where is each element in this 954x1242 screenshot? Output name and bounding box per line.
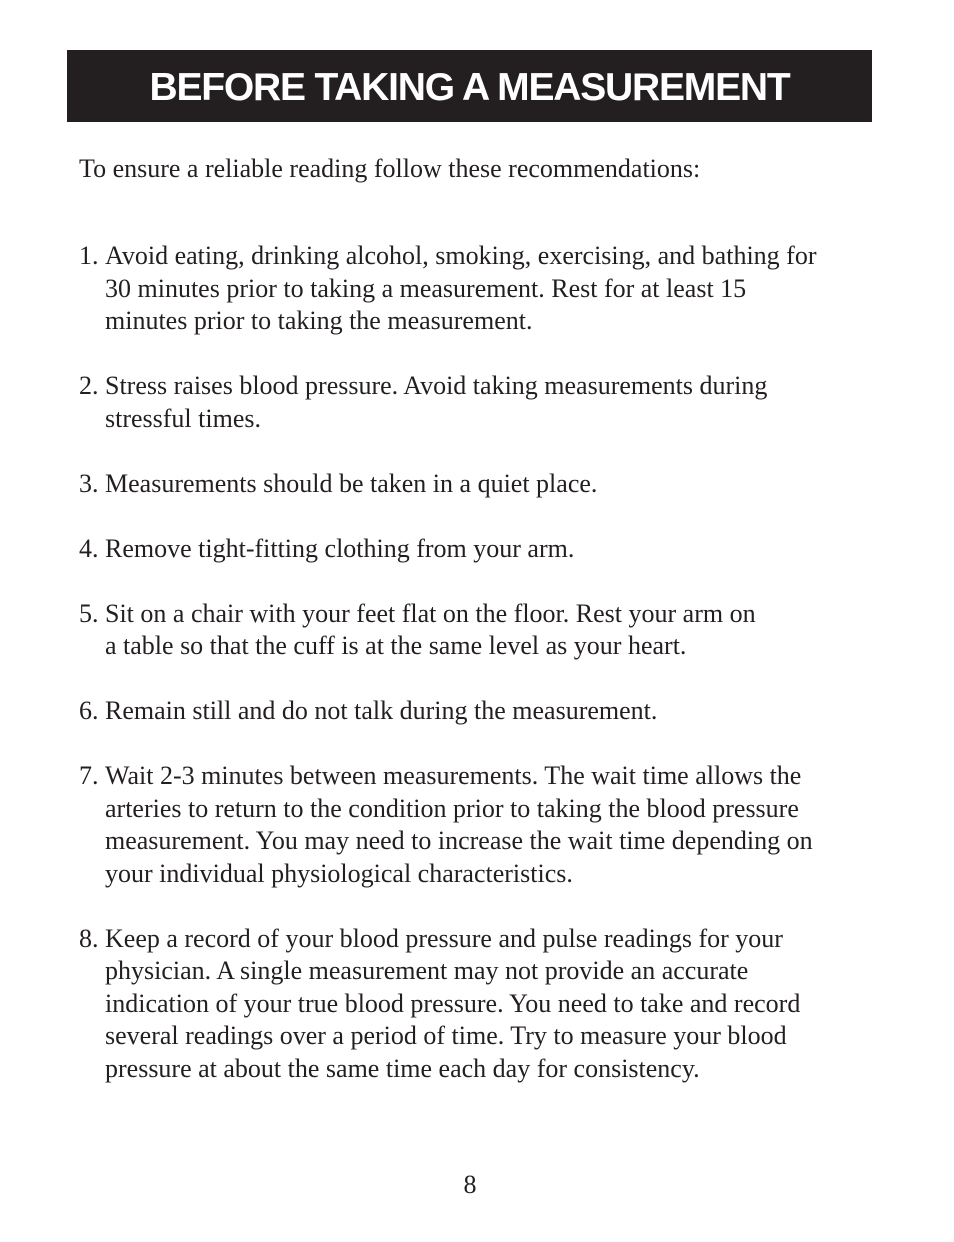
recommendation-text-line: physician. A single measurement may not provide an accurate <box>105 956 749 985</box>
recommendation-item <box>79 923 869 1086</box>
recommendation-text-line: Measurements should be taken in a quiet place. <box>105 468 598 498</box>
recommendation-number: 5. <box>79 598 99 628</box>
page-title: BEFORE TAKING A MEASUREMENT <box>149 65 790 109</box>
recommendation-item <box>79 760 869 890</box>
recommendation-text-line: your individual physiological characteristics. <box>105 858 573 888</box>
recommendation-text-line: measurement. You may need to increase the wait time depending on <box>105 826 813 855</box>
page-number: 8 <box>463 1170 477 1199</box>
recommendation-text-line: Keep a record of your blood pressure and pulse readings for your <box>105 923 783 953</box>
recommendation-text-line: Remain still and do not talk during the measurement. <box>105 696 658 725</box>
recommendation-number: 3. <box>79 468 99 498</box>
recommendation-text-line: several readings over a period of time. Try to measure your blood <box>105 1021 787 1050</box>
recommendation-item <box>79 370 869 435</box>
recommendation-text-line: Stress raises blood pressure. Avoid taking measurements during <box>105 371 768 400</box>
recommendation-text-line: Wait 2-3 minutes between measurements. The wait time allows the <box>105 761 802 790</box>
recommendation-number: 2. <box>79 371 99 400</box>
recommendation-text-line: minutes prior to taking the measurement. <box>105 306 533 335</box>
recommendation-item <box>79 240 869 338</box>
recommendation-text-line: Remove tight-fitting clothing from your arm. <box>105 533 575 563</box>
recommendation-number: 4. <box>79 533 99 563</box>
section-header-bar <box>67 50 872 122</box>
recommendation-number: 1. <box>79 241 99 270</box>
recommendation-text-line: Avoid eating, drinking alcohol, smoking, exercising, and bathing for <box>105 241 817 270</box>
recommendation-number: 6. <box>79 696 99 725</box>
recommendation-text-line: arteries to return to the condition prior to taking the blood pressure <box>105 793 799 823</box>
recommendation-number: 7. <box>79 761 99 790</box>
recommendation-item <box>79 598 869 663</box>
recommendation-text-line: Sit on a chair with your feet flat on the floor. Rest your arm on <box>105 598 756 628</box>
recommendation-number: 8. <box>79 923 99 953</box>
recommendation-text-line: a table so that the cuff is at the same level as your heart. <box>105 631 687 660</box>
recommendation-text-line: pressure at about the same time each day for consistency. <box>105 1053 700 1083</box>
recommendation-text-line: indication of your true blood pressure. You need to take and record <box>105 988 801 1018</box>
recommendation-item <box>79 695 869 728</box>
recommendation-text-line: 30 minutes prior to taking a measurement. Rest for at least 15 <box>105 273 747 303</box>
intro-text: To ensure a reliable reading follow these recommendations: <box>79 154 701 183</box>
recommendation-item <box>79 533 869 566</box>
recommendation-item <box>79 468 869 501</box>
recommendation-text-line: stressful times. <box>105 403 261 433</box>
recommendation-list <box>79 240 869 1118</box>
